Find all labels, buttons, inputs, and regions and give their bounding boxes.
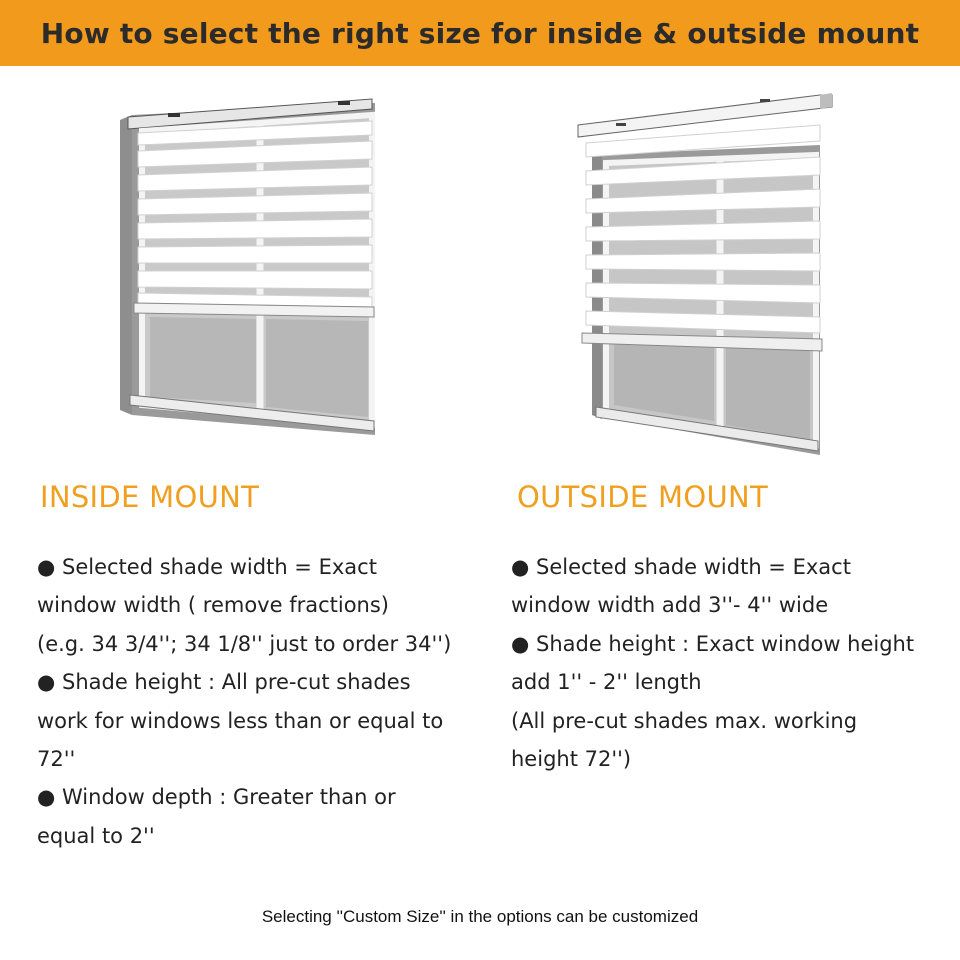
- outside-mount-illustration: [570, 85, 840, 460]
- instruction-line: window width add 3''- 4'' wide: [511, 593, 829, 618]
- instruction-line: work for windows less than or equal to: [37, 708, 444, 733]
- instruction-line: add 1'' - 2'' length: [511, 670, 702, 695]
- inside-mount-illustration: [110, 95, 385, 440]
- inside-mount-title: INSIDE MOUNT: [40, 480, 260, 514]
- instruction-line: height 72''): [511, 747, 632, 772]
- header-banner: [0, 0, 960, 66]
- instruction-line: ● Shade height : All pre-cut shades: [37, 670, 411, 695]
- outside-mount-title: OUTSIDE MOUNT: [517, 480, 768, 514]
- instruction-line: 72'': [37, 747, 76, 772]
- instruction-line: ● Selected shade width = Exact: [37, 555, 377, 579]
- footer-note: Selecting ''Custom Size'' in the options can be customized: [261, 907, 699, 926]
- instruction-line: window width ( remove fractions): [37, 593, 389, 618]
- instruction-line: (All pre-cut shades max. working: [511, 708, 858, 733]
- instruction-line: equal to 2'': [37, 823, 155, 848]
- instruction-line: ● Selected shade width = Exact: [511, 555, 851, 579]
- outside-mount-instructions: [511, 548, 951, 778]
- instruction-line: ● Window depth : Greater than or: [37, 785, 396, 810]
- inside-mount-instructions: [37, 548, 487, 855]
- instruction-line: (e.g. 34 3/4''; 34 1/8'' just to order 34''): [37, 631, 452, 656]
- page-title: How to select the right size for inside & outside mount: [40, 16, 920, 50]
- instruction-line: ● Shade height : Exact window height: [511, 631, 915, 656]
